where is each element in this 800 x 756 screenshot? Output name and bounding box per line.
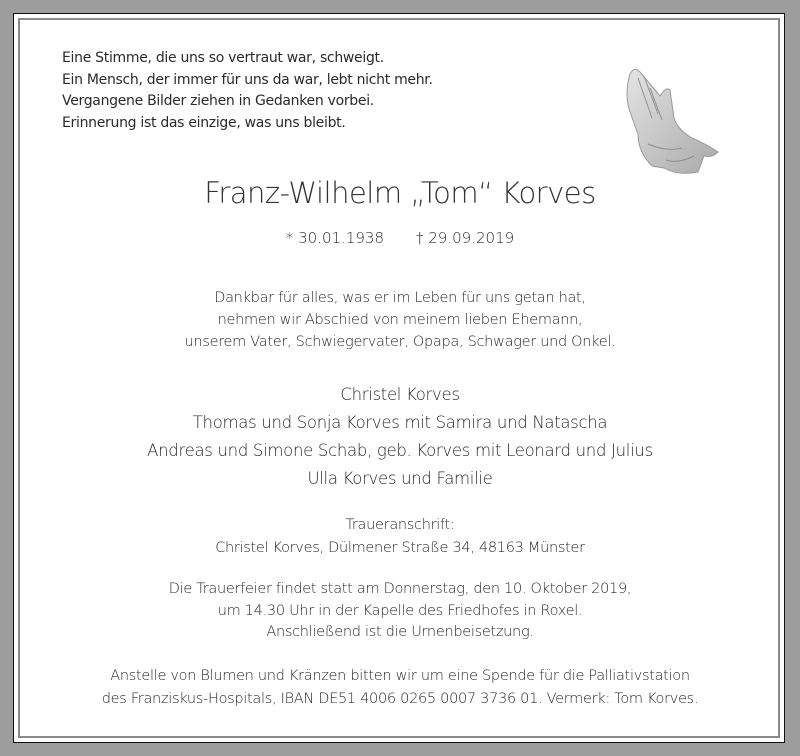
address-label: Traueranschrift: [345, 517, 455, 533]
life-dates [0, 229, 800, 247]
family-list [0, 381, 800, 493]
text-line: des Franziskus-Hospitals, IBAN DE51 4006 0265 0007 3736 01. Vermerk: Tom Korves. [101, 691, 699, 707]
family-member: Thomas und Sonja Korves mit Samira und Natascha [192, 413, 608, 432]
text-line: Anschließend ist die Urnenbeisetzung. [266, 624, 534, 640]
deceased-name: Franz-Wilhelm „Tom“ Korves [204, 176, 596, 210]
poem-line: Eine Stimme, die uns so vertraut war, schweigt. [62, 50, 384, 66]
text-line: Dankbar für alles, was er im Leben für uns getan hat, [214, 290, 586, 306]
donation-info [0, 665, 800, 711]
mourning-address [0, 514, 800, 560]
text-line: unserem Vater, Schwiegervater, Opapa, Schwager und Onkel. [184, 334, 616, 350]
family-member: Ulla Korves und Familie [307, 469, 493, 488]
poem-line: Vergangene Bilder ziehen in Gedanken vorbei. [62, 93, 374, 109]
praying-hands-image [608, 48, 738, 178]
family-member: Andreas und Simone Schab, geb. Korves mit Leonard und Julius [147, 441, 653, 460]
thanks-text [0, 287, 800, 353]
poem [62, 48, 433, 134]
poem-line: Ein Mensch, der immer für uns da war, lebt nicht mehr. [62, 71, 433, 88]
address-value: Christel Korves, Dülmener Straße 34, 48163 Münster [215, 540, 585, 556]
ceremony-info [0, 579, 800, 644]
death-date: † 29.09.2019 [416, 229, 515, 247]
text-line: Anstelle von Blumen und Kränzen bitten wir um eine Spende für die Palliativstation [110, 668, 690, 684]
text-line: nehmen wir Abschied von meinem lieben Ehemann, [217, 312, 583, 328]
family-member: Christel Korves [340, 385, 460, 404]
text-line: um 14.30 Uhr in der Kapelle des Friedhofes in Roxel. [217, 602, 583, 619]
birth-date: * 30.01.1938 [285, 229, 384, 247]
poem-line: Erinnerung ist das einzige, was uns bleibt. [62, 114, 346, 131]
text-line: Die Trauerfeier findet statt am Donnerstag, den 10. Oktober 2019, [168, 581, 632, 597]
